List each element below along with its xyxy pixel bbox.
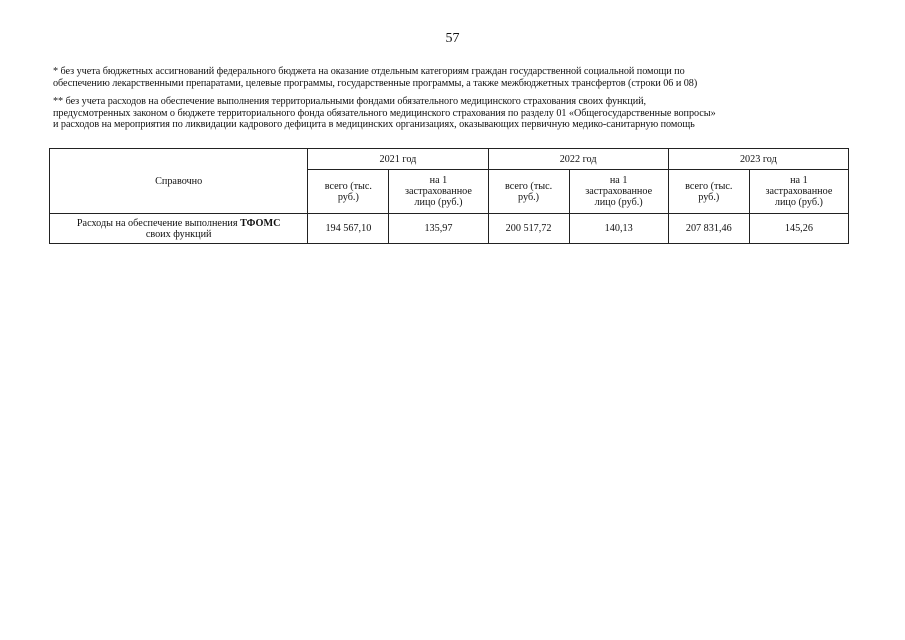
row-label-text: своих функций <box>145 228 212 240</box>
row-label-tfoms-expenses <box>50 214 308 244</box>
header-reference: Справочно <box>50 149 308 214</box>
header-year-2023: 2023 год <box>668 149 848 170</box>
value-2022-total: 200 517,72 <box>488 214 569 244</box>
subheader-total <box>308 170 389 214</box>
subheader-text: на 1 <box>790 175 808 186</box>
subheader-text: всего (тыс. <box>324 180 372 192</box>
subheader-total <box>668 170 749 214</box>
reference-table <box>49 148 849 244</box>
subheader-text: на 1 <box>609 175 628 186</box>
subheader-text: на 1 <box>429 175 448 186</box>
footnote-line: ** без учета расходов на обеспечение выполнения территориальными фондами обязательного медицинского страхования своих функций, <box>53 96 647 107</box>
subheader-text: застрахованное <box>765 186 833 197</box>
subheader-per-insured <box>389 170 488 214</box>
value-2022-per-insured: 140,13 <box>569 214 668 244</box>
subheader-per-insured <box>749 170 848 214</box>
subheader-total <box>488 170 569 214</box>
subheader-text: всего (тыс. <box>504 180 553 192</box>
subheader-text: застрахованное <box>405 186 472 197</box>
header-year-2022: 2022 год <box>488 149 668 170</box>
subheader-text: руб.) <box>698 191 720 203</box>
subheader-text: руб.) <box>337 191 359 203</box>
value-2023-total: 207 831,46 <box>668 214 749 244</box>
footnote-line: * без учета бюджетных ассигнований федерального бюджета на оказание отдельным категориям граждан государственной социальной помощи по <box>53 66 685 77</box>
row-label-text-bold: ТФОМС <box>240 217 281 229</box>
footnote-line: и расходов на мероприятия по ликвидации кадрового дефицита в медицинских организациях, оказывающих первичную медико-санитарную помощь <box>53 119 695 130</box>
table-row <box>50 214 849 244</box>
subheader-text: лицо (руб.) <box>414 197 463 208</box>
subheader-text: руб.) <box>518 191 540 203</box>
subheader-text: всего (тыс. <box>685 180 733 192</box>
header-year-2021: 2021 год <box>308 149 488 170</box>
footnote-line: предусмотренных законом о бюджете территориального фонда обязательного медицинского страхования по разделу 01 «Общегосударственные вопросы» <box>53 107 716 119</box>
subheader-per-insured <box>569 170 668 214</box>
value-2021-per-insured: 135,97 <box>389 214 488 244</box>
subheader-text: лицо (руб.) <box>774 197 823 208</box>
footnote-budget-allocations <box>53 66 853 89</box>
footnote-tfoms-expenses <box>53 96 853 131</box>
value-2021-total: 194 567,10 <box>308 214 389 244</box>
row-label-text: Расходы на обеспечение выполнения <box>76 217 241 229</box>
page-number: 57 <box>445 31 460 46</box>
subheader-text: застрахованное <box>585 186 653 197</box>
footnote-line: обеспечению лекарственными препаратами, целевые программы, государственные программы, а также межбюджетных трансфертов (строки 06 и 08) <box>53 77 698 89</box>
value-2023-per-insured: 145,26 <box>749 214 848 244</box>
subheader-text: лицо (руб.) <box>594 197 643 208</box>
